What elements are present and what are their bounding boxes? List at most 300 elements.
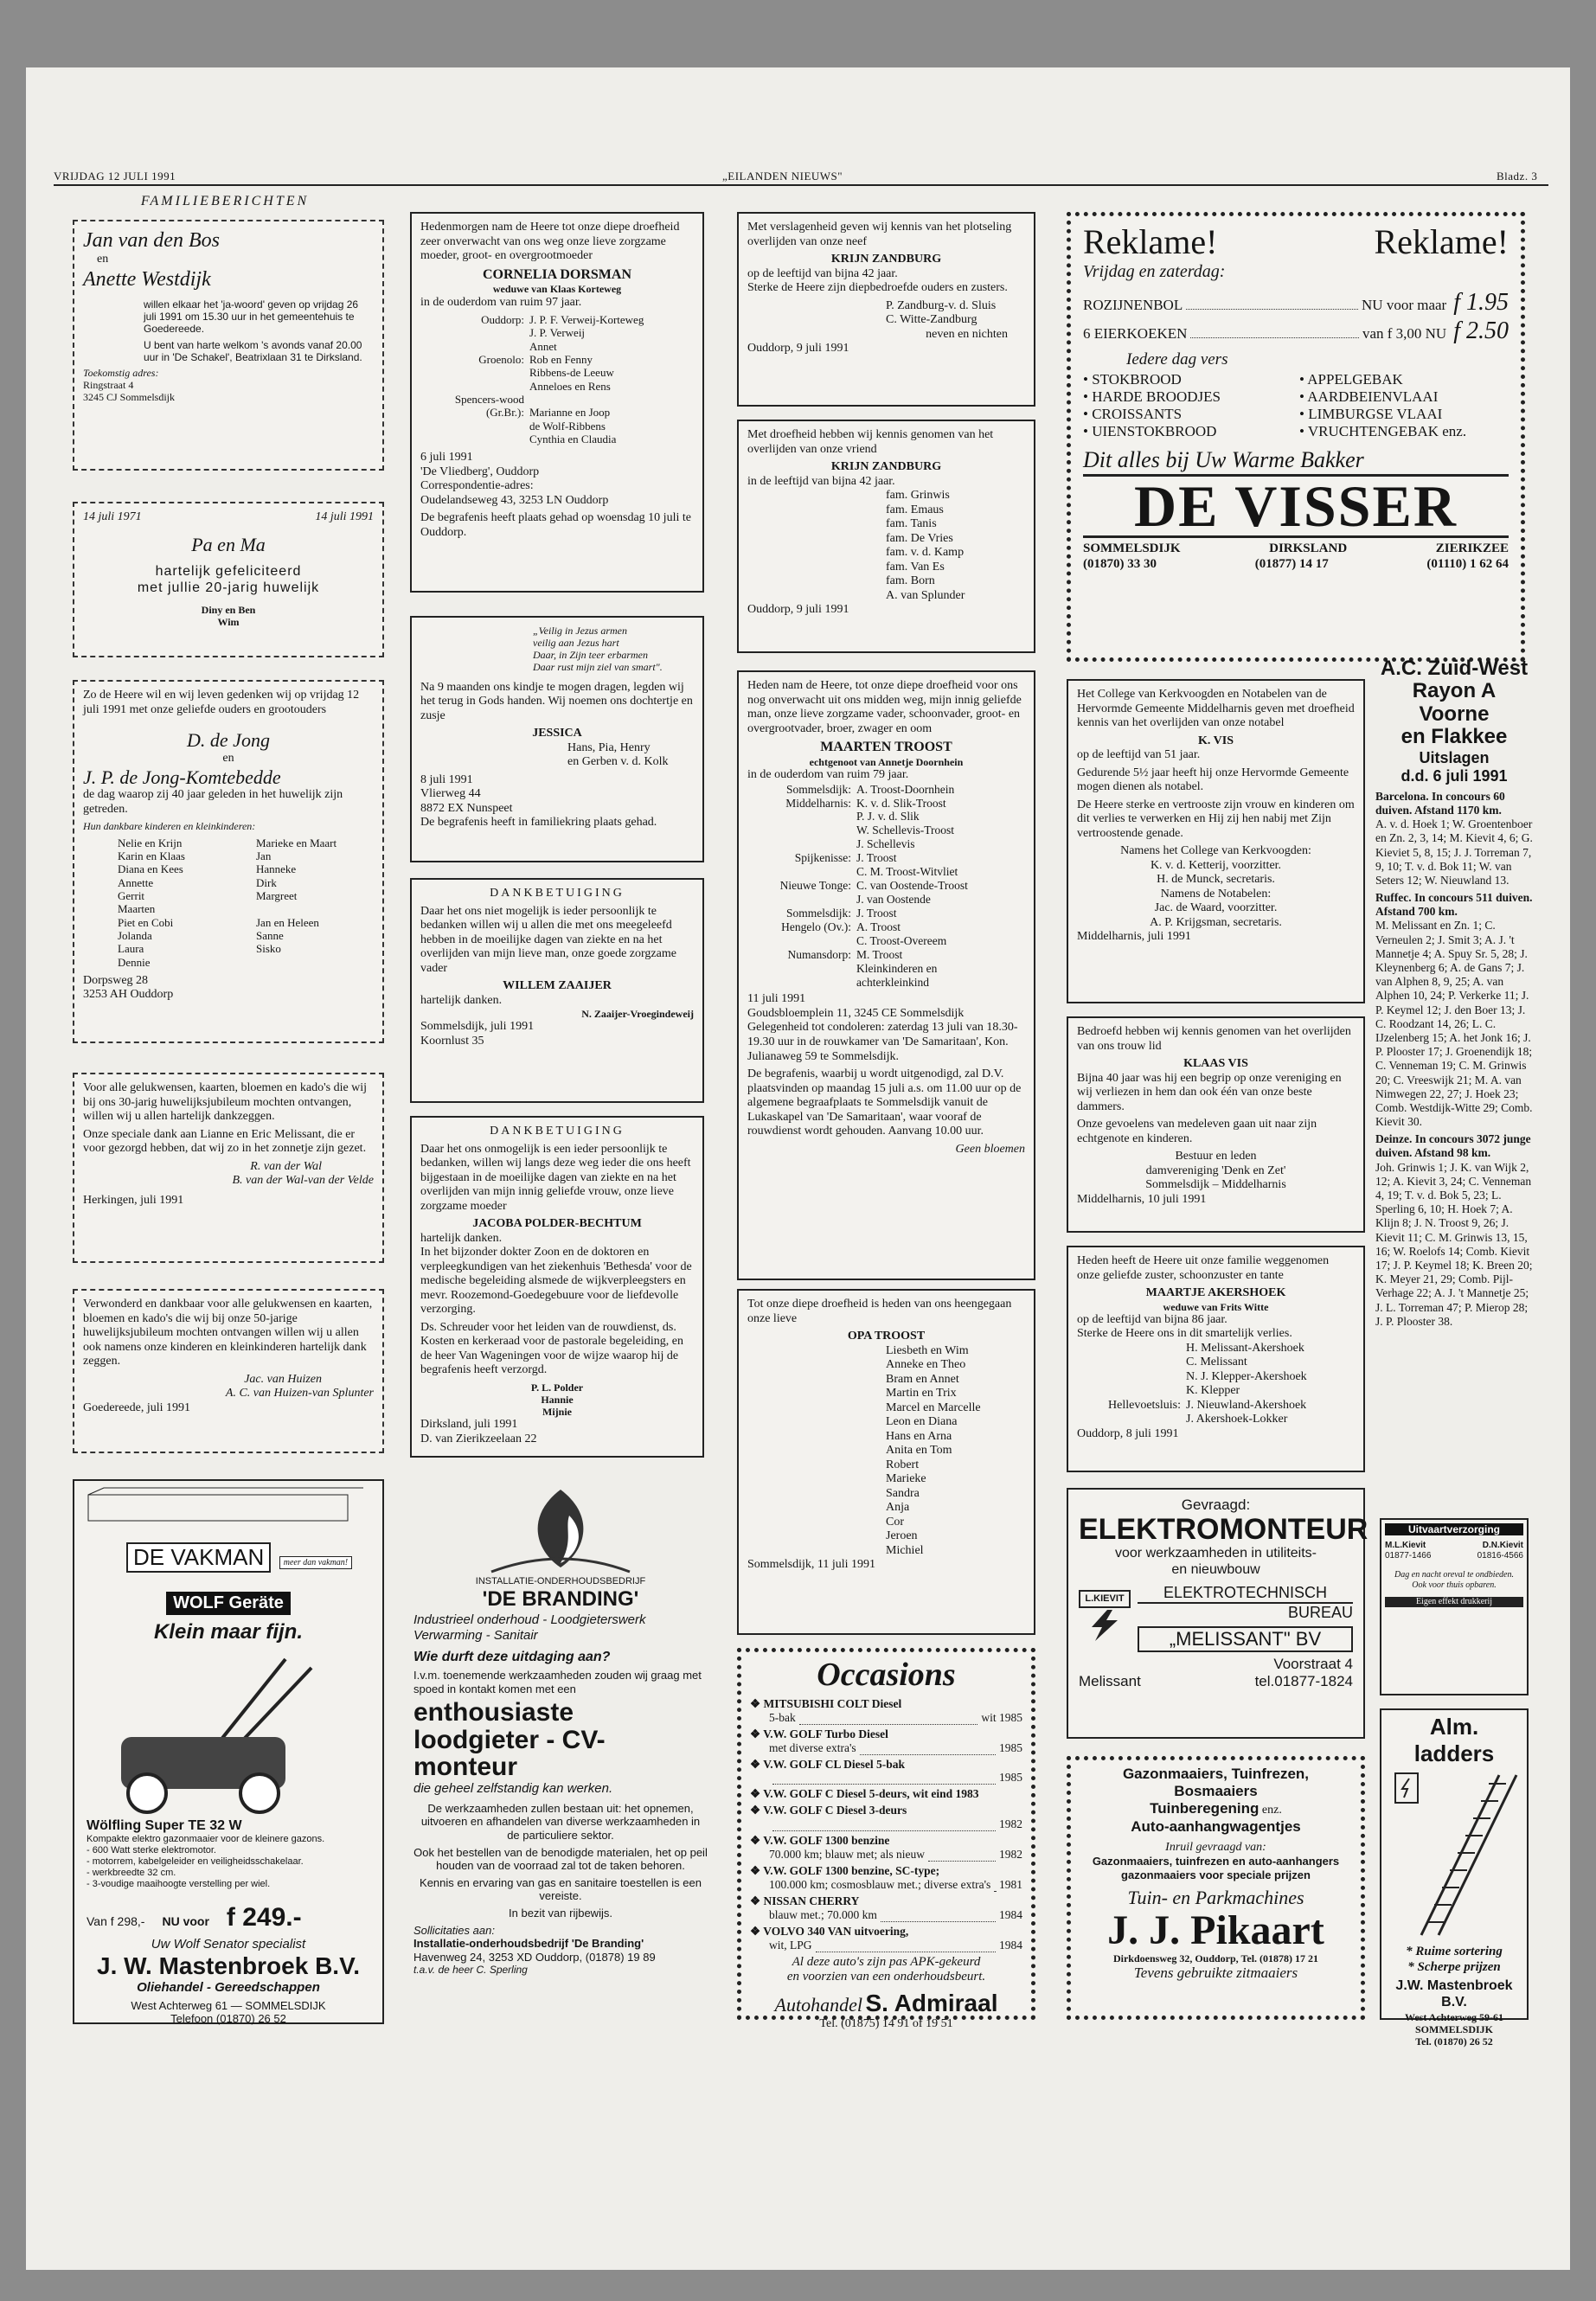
phone: Telefoon (01870) 26 52: [170, 2012, 286, 2026]
phone-number: (01110) 1 62 64: [1426, 556, 1509, 571]
grandchild-name: Cor: [886, 1515, 904, 1529]
family-row: [747, 879, 1025, 893]
place: Herkingen, juli 1991: [83, 1193, 184, 1207]
bride-name: Anette Westdijk: [83, 267, 211, 291]
deceased-name: K. VIS: [1198, 734, 1234, 747]
results-label: Uitslagen: [1419, 748, 1490, 766]
product-item: • STOKBROOD: [1083, 371, 1182, 388]
apply-label: Sollicitaties aan:: [413, 1923, 495, 1937]
friend-family: fam. Tanis: [886, 517, 937, 531]
text2: Onze gevoelens van medeleven gaan uit naar zijn echtgenote en kinderen.: [1077, 1118, 1317, 1145]
family-row-place: Numansdorp:: [787, 947, 851, 961]
child-name: [256, 956, 337, 969]
item1: ROZIJNENBOL: [1083, 296, 1183, 313]
desc5: - 3-voudige maaihoogte verstelling per wiel.: [87, 1879, 271, 1890]
title: Occasions: [817, 1657, 956, 1693]
namens1: Namens het College van Kerkvoogden:: [1120, 844, 1311, 858]
reklame-right: Reklame!: [1374, 222, 1509, 261]
phone: tel.01877-1824: [1254, 1672, 1353, 1689]
family-row: [747, 851, 1025, 865]
intro: Hedenmorgen nam de Heere tot onze diepe droefheid zeer onverwacht van ons weg onze lieve zorgzame moeder, groot- en overgrootmoeder: [420, 221, 680, 263]
namens2-b: A. P. Krijgsman, secretaris.: [1150, 915, 1282, 929]
thanks: hartelijk danken.: [420, 993, 503, 1007]
date: 6 juli 1991: [420, 451, 473, 465]
grandchild-name: Martin en Trix: [886, 1387, 957, 1400]
title: DANKBETUIGING: [490, 1125, 625, 1138]
car-year: 1985: [999, 1771, 1022, 1785]
ad-opa-troost: [737, 1289, 1035, 1635]
date-left: 14 juli 1971: [83, 510, 142, 523]
family-row-names: W. Schellevis-Troost: [856, 824, 955, 837]
company-type: Oliehandel - Gereedschappen: [137, 1980, 320, 1996]
date: 8 juli 1991: [420, 772, 473, 786]
text1: voor werkzaamheden in utiliteits-: [1115, 1546, 1317, 1561]
note2: en voorzien van een onderhoudsbeurt.: [786, 1970, 986, 1984]
congrats-line2: met jullie 20-jarig huwelijk: [137, 580, 320, 596]
family-row-names: J. Troost: [856, 906, 897, 920]
family-row: [747, 934, 1025, 948]
family-row-names: J. Nieuwland-Akershoek: [1186, 1398, 1307, 1412]
sig3: Mijnie: [542, 1406, 572, 1419]
ad-occasions: [737, 1648, 1035, 2030]
family-row-place: [747, 962, 856, 976]
job-title: ELEKTROMONTEUR: [1079, 1513, 1368, 1547]
name2: J. P. de Jong-Komtebedde: [83, 766, 281, 788]
car-model: ❖ V.W. GOLF 1300 benzine, SC-type;: [750, 1863, 940, 1877]
race3-heading: Deinze. In concours 3072 junge duiven. Afstand 98 km.: [1375, 1132, 1531, 1160]
products-left: [1083, 371, 1299, 440]
family-row-names: K. Klepper: [1186, 1384, 1240, 1398]
grandchild-name: Leon en Diana: [886, 1415, 958, 1429]
job-line2: loodgieter - CV-monteur: [413, 1725, 606, 1782]
family2: en Gerben v. d. Kolk: [567, 755, 669, 769]
company-type: INSTALLATIE-ONDERHOUDSBEDRIJF: [475, 1576, 646, 1586]
poem: [533, 625, 694, 674]
family-row: [1077, 1342, 1355, 1356]
family-row-names: Cynthia en Claudia: [529, 433, 617, 446]
grandchild-name: Jeroen: [886, 1529, 918, 1543]
family-row-names: J. P. Verweij: [529, 326, 586, 340]
trade-in-items: Gazonmaaiers, tuinfrezen en auto-aanhangers: [1092, 1855, 1340, 1868]
intro: Tot onze diepe droefheid is heden van ons heengegaan onze lieve: [747, 1298, 1012, 1325]
thanks: hartelijk danken.: [420, 1231, 503, 1245]
address: Koornlust 35: [420, 1034, 484, 1048]
family-row-names: Rob en Fenny: [529, 353, 593, 367]
text: Verwonderd en dankbaar voor alle gelukwensen en kaarten, bloemen en kado's die wij bij onze 50-jarige huwelijksjubileum mochten ontvangen willen wij u allen ook namens onze kinderen en kleinkinderen hartelijk dank zeggen.: [83, 1298, 373, 1368]
ad-polder: [410, 1116, 704, 1458]
old-price: Van f 298,-: [87, 1914, 145, 1929]
services1: Industrieel onderhoud - Loodgieterswerk: [413, 1612, 646, 1627]
family-row-place: [747, 934, 856, 948]
namens2: Namens de Notabelen:: [1160, 887, 1272, 901]
place: Sommelsdijk, juli 1991: [420, 1020, 535, 1034]
job-line3: die geheel zelfstandig kan werken.: [413, 1780, 613, 1796]
family-row: [747, 810, 1025, 824]
sig1: P. L. Polder: [530, 1381, 584, 1394]
header-rule: [54, 184, 1548, 186]
family-row: [420, 326, 694, 339]
sig2: B. van der Wal-van der Velde: [232, 1174, 374, 1188]
bullet2: * Scherpe prijzen: [1407, 1959, 1501, 1974]
grandchildren-list: [886, 1344, 1025, 1559]
leader-dots: [994, 1878, 996, 1892]
en-text: en: [97, 253, 109, 266]
child-name: Maarten: [118, 902, 156, 916]
namens1-b: H. de Munck, secretaris.: [1157, 873, 1275, 887]
family-row-names: C. Troost-Overeem: [856, 933, 947, 947]
name2: D.N.Kievit: [1482, 1541, 1523, 1551]
child-name: Sisko: [256, 942, 281, 956]
deceased-name: MAARTJE AKERSHOEK: [1145, 1286, 1286, 1300]
text2: De Heere sterke en vertrooste zijn vrouw en kinderen om dit verlies te verwerken en Hij zij hen nabij met Zijn vertroostende genade.: [1077, 798, 1355, 840]
family-row-place: [1077, 1384, 1186, 1399]
section-title: FAMILIEBERICHTEN: [140, 194, 310, 208]
family1: Hans, Pia, Henry: [567, 740, 651, 754]
text2: en nieuwbouw: [1171, 1562, 1260, 1578]
address1: Vlierweg 44: [420, 787, 481, 801]
name1: D. de Jong: [187, 729, 270, 752]
text: Na 9 maanden ons kindje te mogen dragen, legden wij het terug in Gods handen. Wij noemen ons dochtertje en zusje: [420, 680, 693, 722]
item1-label: NU voor maar: [1362, 296, 1447, 313]
leader-dots: [860, 1741, 996, 1755]
car-details: wit, LPG: [769, 1938, 812, 1952]
wanted-label: Gevraagd:: [1181, 1497, 1251, 1513]
place: Goedereede, juli 1991: [83, 1400, 191, 1414]
race2-heading: Ruffec. In concours 511 duiven. Afstand 700 km.: [1375, 891, 1533, 919]
family-row-place: Sommelsdijk:: [785, 782, 851, 796]
dealer-name: S. Admiraal: [865, 1989, 998, 2016]
family-row-place: Hellevoetsluis:: [1108, 1398, 1181, 1412]
phone: Tel. (01875) 14 91 of 19 51: [819, 2016, 953, 2030]
children-left: [118, 836, 256, 969]
child-name: Dennie: [118, 955, 151, 969]
ad-pa-en-ma: [73, 502, 384, 657]
child-name: Jan: [256, 849, 272, 862]
place: Middelharnis, juli 1991: [1077, 930, 1191, 944]
car-model: ❖ V.W. GOLF 1300 benzine: [750, 1834, 890, 1848]
age: op de leeftijd van bijna 86 jaar.: [1077, 1312, 1227, 1326]
attention: t.a.v. de heer C. Sperling: [413, 1964, 528, 1977]
ad-van-huizen: [73, 1289, 384, 1453]
flame-logo-icon: [474, 1481, 647, 1576]
family-row: [747, 976, 1025, 990]
grandchild-name: Bram en Annet: [886, 1372, 959, 1386]
sig2: Hannie: [541, 1393, 574, 1406]
phones: [1083, 557, 1509, 573]
title: DANKBETUIGING: [490, 887, 625, 900]
address: Voorstraat 4: [1273, 1655, 1353, 1672]
family-row-place: [747, 976, 856, 990]
company-name: „MELISSANT" BV: [1138, 1626, 1353, 1652]
leader-dots: [928, 1848, 996, 1862]
family-row-names: N. J. Klepper-Akershoek: [1186, 1369, 1307, 1383]
family-row-names: Kleinkinderen en: [856, 961, 938, 975]
header-page-number: Bladz. 3: [1497, 170, 1538, 183]
family-row-names: Anneloes en Rens: [529, 379, 611, 393]
products-right: [1299, 371, 1466, 440]
child-name: Laura: [118, 942, 144, 956]
intro: Bedroefd hebben wij kennis genomen van het overlijden van ons trouw lid: [1077, 1025, 1351, 1053]
trade-in-note: gazonmaaiers voor speciale prijzen: [1121, 1868, 1311, 1881]
family-row-place: [1077, 1342, 1186, 1356]
signature: N. Zaaijer-Vroegindeweij: [581, 1008, 694, 1021]
deceased-name: WILLEM ZAAIJER: [503, 979, 612, 993]
car-details: blauw met.; 70.000 km: [769, 1907, 877, 1921]
family-row: [747, 865, 1025, 879]
region: en Flakkee: [1401, 725, 1508, 749]
family-row-place: Sommelsdijk:: [785, 906, 851, 920]
child-name: [256, 902, 337, 915]
family-row: [747, 907, 1025, 920]
rayon: Rayon A Voorne: [1412, 679, 1497, 726]
address: D. van Zierikzeelaan 22: [420, 1432, 537, 1445]
reklame-left: Reklame!: [1083, 222, 1218, 261]
ad-jan-van-den-bos: [73, 220, 384, 471]
family-row-place: [747, 865, 856, 879]
friend-family: fam. De Vries: [886, 531, 953, 545]
place: 'De Vliedberg', Ouddorp: [420, 465, 540, 478]
widow-of: weduwe van Klaas Korteweg: [492, 283, 622, 296]
race3-results: Joh. Grinwis 1; J. K. van Wijk 2, 12; A. Kievit 3, 24; C. Venneman 4, 19; T. v. d. Bok 5, 23; L. Sperling 6, 10; H. Hoek 7; A. Klijn 8; J. N. Troost 9, 26; J. Kievit 11; C. M. Grinwis 13, 15, 16; W. Roelofs 14; Comb. Kievit 17; J. P. Keymel 18; K. Breen 20; K. Meyer 21, 29; Comb. Pijl-Verhage 22; A. J. 't Mannetje 25; J. L. Torreman 47; P. Mierop 28; J. P. Plooster 38.: [1375, 1160, 1533, 1328]
sender1: Diny en Ben: [201, 604, 256, 617]
family-list: [747, 783, 1025, 990]
text3: Eigen effekt drukkerij: [1385, 1597, 1523, 1607]
town-name: SOMMELSDIJK: [1083, 542, 1181, 556]
model-name: Wölfling Super TE 32 W: [87, 1817, 242, 1833]
children-right: [256, 836, 337, 969]
town-name: DIRKSLAND: [1269, 542, 1348, 556]
days: Vrijdag en zaterdag:: [1083, 262, 1226, 282]
family-row-names: C. M. Troost-Witvliet: [856, 865, 958, 879]
leader-dots: [816, 1939, 996, 1952]
sig2: damvereniging 'Denk en Zet': [1145, 1163, 1286, 1177]
family-row: [747, 837, 1025, 851]
kievit-logo: L.KIEVIT: [1079, 1590, 1131, 1608]
family-row: [747, 783, 1025, 797]
family2: C. Witte-Zandburg: [886, 313, 977, 327]
family-row-place: [1077, 1370, 1186, 1385]
address2: 3253 AH Ouddorp: [83, 988, 174, 1002]
condolence-text: Gelegenheid tot condoleren: zaterdag 13 juli van 18.30-19.30 uur in de rouwkamer van 'De Samaritaan', Kon. Julianaweg 59 te Sommelsdijk.: [747, 1021, 1018, 1063]
family-row-names: de Wolf-Ribbens: [529, 419, 606, 433]
shop-name: DE VAKMAN: [126, 1542, 271, 1573]
date: 11 juli 1991: [747, 992, 806, 1006]
daily-label: Iedere dag vers: [1126, 349, 1228, 369]
family-row-place: [420, 433, 529, 445]
child-name: Annette: [118, 875, 154, 889]
item2-label: van f 3,00 NU: [1362, 324, 1447, 342]
sig2: A. C. van Huizen-van Splunter: [225, 1387, 374, 1400]
apply-company: Installatie-onderhoudsbedrijf 'De Branding': [413, 1937, 644, 1951]
family-row: [1077, 1370, 1355, 1385]
ad-kievit-uitvaart: [1380, 1518, 1529, 1695]
desc1: Kompakte elektro gazonmaaier voor de kleinere gazons.: [87, 1834, 325, 1845]
car-item: [750, 1758, 1022, 1785]
family-row-names: P. J. v. d. Slik: [856, 810, 920, 824]
poem-line: Daar rust mijn ziel van smart".: [533, 661, 663, 674]
family-row-place: [420, 366, 529, 379]
grandchild-name: Liesbeth en Wim: [886, 1343, 969, 1357]
ad-jessica: [410, 616, 704, 862]
poem-line: veilig aan Jezus hart: [533, 637, 619, 650]
address: Dirkdoensweg 32, Ouddorp, Tel. (01878) 17 21: [1112, 1952, 1319, 1965]
deceased-name: KLAAS VIS: [1183, 1057, 1248, 1071]
race1-heading: Barcelona. In concours 60 duiven. Afstand 1170 km.: [1375, 789, 1505, 817]
friend-family: A. van Splunder: [886, 588, 965, 602]
text2: De werkzaamheden zullen bestaan uit: het opnemen, uitvoeren en afhandelen van diverse werkzaamheden in de particuliere sektor.: [420, 1801, 701, 1843]
text: Sterke de Heere ons in dit smartelijk verlies.: [1077, 1327, 1292, 1341]
child-name: Jan en Heleen: [256, 915, 319, 929]
family-row-names: J. P. F. Verweij-Korteweg: [529, 313, 644, 327]
poem-line: „Veilig in Jezus armen: [533, 625, 627, 637]
car-item: [750, 1864, 1022, 1892]
funeral: De begrafenis heeft in familiekring plaats gehad.: [420, 816, 657, 830]
grandchild-name: Marieke: [886, 1472, 926, 1486]
car-item: [750, 1787, 1022, 1801]
congrats-line1: hartelijk gefeliciteerd: [155, 564, 302, 580]
car-year: 1984: [999, 1907, 1022, 1921]
lawnmower-icon: [87, 1650, 372, 1815]
namens1-a: K. v. d. Ketterij, voorzitter.: [1150, 858, 1282, 872]
family-row: [1077, 1384, 1355, 1399]
text: Gedurende 5½ jaar heeft hij onze Hervormde Gemeente mogen dienen als notabel.: [1077, 766, 1349, 794]
item2-price: f 2.50: [1453, 317, 1509, 344]
family-row: [420, 353, 694, 366]
title: Alm. ladders: [1413, 1714, 1495, 1766]
text1: Voor alle gelukwensen, kaarten, bloemen en kado's die wij bij ons 30-jarig huwelijksjubileum mochten ontvangen, willen wij u allen hartelijk dankzeggen.: [83, 1081, 368, 1124]
place: Ouddorp, 9 juli 1991: [747, 603, 849, 617]
family3: neven en nichten: [926, 327, 1008, 341]
item1-price: f 1.95: [1453, 288, 1509, 316]
car-item: [750, 1925, 1022, 1952]
family-row-place: [747, 893, 856, 907]
child-name: Sanne: [256, 928, 284, 942]
ad-zaaijer: [410, 878, 704, 1103]
thanks-line: Hun dankbare kinderen en kleinkinderen:: [83, 820, 256, 833]
family-list: [1077, 1342, 1355, 1427]
family-row: [420, 420, 694, 433]
family-row-names: achterkleinkind: [856, 975, 929, 989]
grandchild-name: Hans en Arna: [886, 1429, 952, 1443]
text5: In bezit van rijbewijs.: [509, 1907, 612, 1920]
family-row-names: C. van Oostende-Troost: [856, 879, 968, 893]
car-model: ❖ V.W. GOLF Turbo Diesel: [750, 1727, 888, 1740]
heading2: Tuinberegening: [1150, 1800, 1259, 1817]
text: Daar het ons onmogelijk is een ieder persoonlijk te bedanken, willen wij langs deze weg ieder die ons heeft bijgestaan in de moeilijke dagen van ziekte en na het overlijden van mijn innig geliefde vrouw, onze lieve zorgzame moeder: [420, 1142, 691, 1213]
deceased-name: CORNELIA DORSMAN: [482, 266, 631, 282]
slogan: Dit alles bij Uw Warme Bakker: [1083, 447, 1364, 473]
family-row-place: (Gr.Br.):: [485, 406, 524, 420]
family-row: [747, 962, 1025, 976]
deceased-name: KRIJN ZANDBURG: [830, 253, 942, 266]
car-year: 1982: [999, 1848, 1022, 1862]
bureau-line2: BUREAU: [1287, 1604, 1353, 1622]
groom-name: Jan van den Bos: [83, 229, 220, 252]
family-row: [1077, 1413, 1355, 1427]
town-name: ZIERIKZEE: [1435, 542, 1509, 556]
anniversary-text: de dag waarop zij 40 jaar geleden in het huwelijk zijn getreden.: [83, 788, 343, 816]
ad-de-jong: [73, 680, 384, 1043]
family-row-place: Groenolo:: [478, 353, 524, 367]
family-row-place: Spencers-wood: [454, 393, 524, 407]
wedding-text: willen elkaar het 'ja-woord' geven op vrijdag 26 juli 1991 om 15.30 uur in het gemeentehuis te Goedereede.: [144, 298, 359, 336]
towns: [1083, 542, 1509, 557]
leader-dots: [772, 1771, 996, 1785]
child-name: Jolanda: [118, 928, 152, 942]
new-price: f 249.-: [226, 1903, 302, 1932]
dealer-type: Autohandel: [774, 1993, 862, 2016]
family-row: [420, 393, 694, 406]
car-item: [750, 1804, 1022, 1831]
grandchild-name: Anja: [886, 1501, 910, 1515]
company-name: J.W. Mastenbroek B.V.: [1395, 1978, 1513, 2010]
car-details: 70.000 km; blauw met; als nieuw: [769, 1848, 925, 1862]
now-label: NU voor: [162, 1914, 209, 1929]
child-name: Nelie en Krijn: [118, 836, 183, 849]
intro: Zo de Heere wil en wij leven gedenken wij op vrijdag 12 juli 1991 met onze geliefde ouders en grootouders: [83, 689, 360, 716]
family-row-names: J. Schellevis: [856, 837, 915, 851]
family-row: [420, 313, 694, 326]
family-row-place: [420, 380, 529, 393]
specialist: Uw Wolf Senator specialist: [151, 1936, 306, 1952]
place: Ouddorp, 9 juli 1991: [747, 342, 849, 356]
address1: Dorpsweg 28: [83, 973, 149, 987]
brand-logo: WOLF Geräte: [166, 1592, 291, 1616]
family-row-place: [420, 326, 529, 339]
family-row-place: [420, 420, 529, 433]
ad-pikaart: [1067, 1756, 1365, 2020]
family-row: [420, 366, 694, 379]
spouse: echtgenoot van Annetje Doornhein: [809, 755, 964, 768]
intro: Het College van Kerkvoogden en Notabelen van de Hervormde Gemeente Middelharnis geven met droefheid kennis van het overlijden van onze notabel: [1077, 688, 1355, 730]
family-row-names: H. Melissant-Akershoek: [1186, 1341, 1304, 1355]
club-name: A.C. Zuid-West: [1380, 657, 1529, 680]
car-item: [750, 1834, 1022, 1862]
ad-de-branding: [413, 1481, 708, 2017]
job-line1: enthousiaste: [413, 1698, 574, 1727]
family-row-place: Hengelo (Ov.):: [781, 920, 851, 933]
poem-line: Daar, in Zijn teer erbarmen: [533, 649, 648, 662]
en-text: en: [222, 751, 234, 765]
no-flowers: Geen bloemen: [955, 1142, 1025, 1156]
family-row: [420, 380, 694, 393]
item2: 6 EIERKOEKEN: [1083, 324, 1188, 342]
deceased-name: OPA TROOST: [847, 1330, 926, 1343]
age: in de leeftijd van bijna 42 jaar.: [747, 474, 895, 488]
address-line1: Ringstraat 4: [83, 379, 134, 392]
address: West Achterweg 59-61: [1405, 2010, 1503, 2023]
family-row-place: Spijkenisse:: [794, 851, 851, 865]
car-model: ❖ V.W. GOLF C Diesel 5-deurs, wit eind 1983: [750, 1787, 979, 1801]
title: Uitvaartverzorging: [1385, 1523, 1523, 1535]
family-row-place: Ouddorp:: [481, 313, 524, 327]
intro: Heden nam de Heere, tot onze diepe droefheid voor ons nog onverwacht uit ons midden weg, mijn innig geliefde man, onze lieve zorgzame vader, schoonvader, groot- en overgrootvader, broer, zwager en oom: [747, 679, 1022, 735]
heading2-etc: enz.: [1261, 1804, 1282, 1817]
text1: I.v.m. toenemende werkzaamheden zouden wij graag met spoed in kontakt komen met een: [413, 1669, 702, 1695]
pigeon-results: [1375, 657, 1533, 1332]
car-year: 1982: [999, 1817, 1022, 1831]
desc4: - werkbreedte 32 cm.: [87, 1868, 176, 1879]
intro: Met verslagenheid geven wij kennis van het plotseling overlijden van onze neef: [747, 221, 1012, 248]
ad-k-vis: [1067, 679, 1365, 1003]
grandchild-name: Michiel: [886, 1543, 924, 1557]
car-details: met diverse extra's: [769, 1740, 856, 1754]
place: Ouddorp, 8 juli 1991: [1077, 1426, 1179, 1440]
phone: Tel. (01870) 26 52: [1415, 2035, 1493, 2048]
car-details: 100.000 km; cosmosblauw met.; diverse extra's: [769, 1877, 991, 1891]
family-row-names: A. Troost: [856, 920, 901, 933]
child-name: Hanneke: [256, 862, 297, 876]
